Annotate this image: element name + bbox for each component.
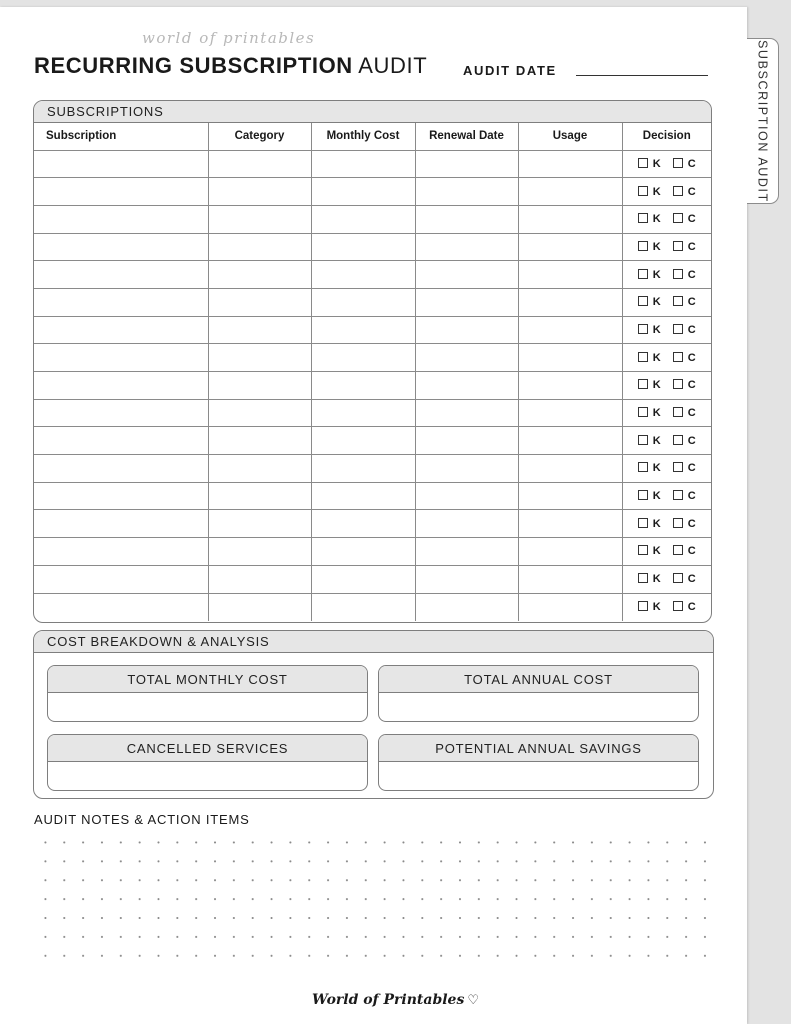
table-cell[interactable] <box>311 150 415 178</box>
decision-cell <box>622 316 711 344</box>
keep-option[interactable] <box>638 407 661 419</box>
column-header-monthly-cost: Monthly Cost <box>311 123 415 150</box>
table-row <box>34 178 711 206</box>
keep-label: K <box>652 490 661 503</box>
keep-label: K <box>652 157 661 170</box>
cost-breakdown-panel <box>33 630 714 799</box>
keep-checkbox[interactable] <box>638 462 648 472</box>
table-cell[interactable] <box>311 372 415 400</box>
keep-label: K <box>652 351 661 364</box>
decision-cell <box>622 372 711 400</box>
total-annual-cost-box[interactable] <box>378 665 699 722</box>
table-cell[interactable] <box>311 593 415 621</box>
table-cell[interactable] <box>208 205 311 233</box>
keep-checkbox[interactable] <box>638 269 648 279</box>
keep-option[interactable] <box>638 435 661 447</box>
keep-label: K <box>652 434 661 447</box>
subscriptions-heading: SUBSCRIPTIONS <box>34 101 711 123</box>
table-row <box>34 344 711 372</box>
table-cell[interactable] <box>34 482 208 510</box>
table-cell[interactable] <box>518 538 622 566</box>
keep-label: K <box>652 517 661 530</box>
cancel-option[interactable] <box>673 324 696 336</box>
table-cell[interactable] <box>415 316 518 344</box>
keep-label: K <box>652 185 661 198</box>
side-tab[interactable] <box>747 38 779 204</box>
cancel-checkbox[interactable] <box>673 379 683 389</box>
footer-brand-logo <box>312 992 479 1008</box>
table-row <box>34 372 711 400</box>
cancel-label: C <box>687 351 696 364</box>
table-cell[interactable] <box>518 565 622 593</box>
table-cell[interactable] <box>518 455 622 483</box>
subscriptions-panel <box>33 100 712 623</box>
table-cell[interactable] <box>415 482 518 510</box>
audit-date-field[interactable] <box>576 75 708 76</box>
keep-option[interactable] <box>638 490 661 502</box>
keep-label: K <box>652 240 661 253</box>
table-cell[interactable] <box>208 233 311 261</box>
cancel-option[interactable] <box>673 186 696 198</box>
table-cell[interactable] <box>208 150 311 178</box>
column-header-renewal-date: Renewal Date <box>415 123 518 150</box>
table-cell[interactable] <box>518 399 622 427</box>
keep-checkbox[interactable] <box>638 324 648 334</box>
decision-cell <box>622 565 711 593</box>
keep-checkbox[interactable] <box>638 213 648 223</box>
cancel-option[interactable] <box>673 573 696 585</box>
keep-option[interactable] <box>638 296 661 308</box>
keep-label: K <box>652 213 661 226</box>
table-cell[interactable] <box>34 344 208 372</box>
table-cell[interactable] <box>311 399 415 427</box>
cancel-checkbox[interactable] <box>673 601 683 611</box>
cancel-label: C <box>687 157 696 170</box>
cancel-checkbox[interactable] <box>673 573 683 583</box>
cancel-label: C <box>687 240 696 253</box>
table-cell[interactable] <box>34 205 208 233</box>
total-monthly-cost-label: TOTAL MONTHLY COST <box>48 666 367 693</box>
keep-option[interactable] <box>638 213 661 225</box>
table-row <box>34 482 711 510</box>
keep-option[interactable] <box>638 352 661 364</box>
cancel-option[interactable] <box>673 490 696 502</box>
table-cell[interactable] <box>34 178 208 206</box>
cancel-option[interactable] <box>673 601 696 613</box>
table-cell[interactable] <box>311 482 415 510</box>
decision-cell <box>622 205 711 233</box>
keep-label: K <box>652 545 661 558</box>
keep-checkbox[interactable] <box>638 490 648 500</box>
cancel-option[interactable] <box>673 296 696 308</box>
table-cell[interactable] <box>34 455 208 483</box>
keep-label: K <box>652 379 661 392</box>
keep-checkbox[interactable] <box>638 241 648 251</box>
table-row <box>34 288 711 316</box>
cancel-label: C <box>687 379 696 392</box>
table-cell[interactable] <box>518 316 622 344</box>
potential-annual-savings-label: POTENTIAL ANNUAL SAVINGS <box>379 735 698 762</box>
subscriptions-table <box>34 123 711 621</box>
cancel-checkbox[interactable] <box>673 186 683 196</box>
keep-checkbox[interactable] <box>638 407 648 417</box>
keep-checkbox[interactable] <box>638 518 648 528</box>
table-cell[interactable] <box>415 288 518 316</box>
table-cell[interactable] <box>415 233 518 261</box>
cancel-label: C <box>687 462 696 475</box>
table-cell[interactable] <box>415 399 518 427</box>
keep-checkbox[interactable] <box>638 601 648 611</box>
cancel-checkbox[interactable] <box>673 545 683 555</box>
cancel-option[interactable] <box>673 241 696 253</box>
heart-icon: ♡ <box>467 993 480 1008</box>
table-row <box>34 233 711 261</box>
cancel-label: C <box>687 517 696 530</box>
decision-cell <box>622 427 711 455</box>
table-cell[interactable] <box>208 178 311 206</box>
table-cell[interactable] <box>208 427 311 455</box>
subscriptions-header-row <box>34 123 711 150</box>
table-cell[interactable] <box>34 288 208 316</box>
cancel-checkbox[interactable] <box>673 435 683 445</box>
notes-dot-grid[interactable] <box>36 833 716 973</box>
keep-checkbox[interactable] <box>638 158 648 168</box>
table-cell[interactable] <box>34 372 208 400</box>
table-cell[interactable] <box>311 288 415 316</box>
table-cell[interactable] <box>518 233 622 261</box>
decision-cell <box>622 261 711 289</box>
cancel-checkbox[interactable] <box>673 158 683 168</box>
table-cell[interactable] <box>208 565 311 593</box>
decision-cell <box>622 593 711 621</box>
table-cell[interactable] <box>208 399 311 427</box>
table-cell[interactable] <box>415 261 518 289</box>
cancel-option[interactable] <box>673 407 696 419</box>
table-cell[interactable] <box>415 593 518 621</box>
table-cell[interactable] <box>311 233 415 261</box>
decision-cell <box>622 455 711 483</box>
keep-checkbox[interactable] <box>638 296 648 306</box>
table-cell[interactable] <box>208 288 311 316</box>
keep-option[interactable] <box>638 379 661 391</box>
table-row <box>34 455 711 483</box>
keep-label: K <box>652 601 661 614</box>
page-title-bold: RECURRING SUBSCRIPTION <box>34 53 353 78</box>
keep-option[interactable] <box>638 269 661 281</box>
cancel-label: C <box>687 490 696 503</box>
cancel-checkbox[interactable] <box>673 296 683 306</box>
keep-label: K <box>652 323 661 336</box>
table-cell[interactable] <box>415 205 518 233</box>
table-cell[interactable] <box>311 178 415 206</box>
cancel-checkbox[interactable] <box>673 518 683 528</box>
column-header-decision: Decision <box>622 123 711 150</box>
cancel-checkbox[interactable] <box>673 490 683 500</box>
keep-label: K <box>652 573 661 586</box>
table-cell[interactable] <box>415 372 518 400</box>
table-cell[interactable] <box>208 344 311 372</box>
table-cell[interactable] <box>34 399 208 427</box>
keep-option[interactable] <box>638 186 661 198</box>
decision-cell <box>622 538 711 566</box>
table-row <box>34 593 711 621</box>
keep-label: K <box>652 407 661 420</box>
cancel-label: C <box>687 407 696 420</box>
table-cell[interactable] <box>415 510 518 538</box>
table-cell[interactable] <box>34 316 208 344</box>
column-header-subscription: Subscription <box>34 123 208 150</box>
cancel-label: C <box>687 323 696 336</box>
table-cell[interactable] <box>415 538 518 566</box>
table-cell[interactable] <box>208 372 311 400</box>
decision-cell <box>622 150 711 178</box>
cancel-option[interactable] <box>673 352 696 364</box>
subscriptions-body <box>34 150 711 621</box>
keep-checkbox[interactable] <box>638 186 648 196</box>
table-cell[interactable] <box>208 593 311 621</box>
keep-label: K <box>652 268 661 281</box>
table-row <box>34 427 711 455</box>
cancel-option[interactable] <box>673 379 696 391</box>
table-cell[interactable] <box>518 288 622 316</box>
table-cell[interactable] <box>208 455 311 483</box>
table-cell[interactable] <box>311 261 415 289</box>
table-cell[interactable] <box>415 150 518 178</box>
table-cell[interactable] <box>518 427 622 455</box>
keep-option[interactable] <box>638 518 661 530</box>
table-row <box>34 565 711 593</box>
cancelled-services-label: CANCELLED SERVICES <box>48 735 367 762</box>
table-row <box>34 399 711 427</box>
table-cell[interactable] <box>311 538 415 566</box>
notes-heading: AUDIT NOTES & ACTION ITEMS <box>34 812 250 827</box>
cancel-option[interactable] <box>673 545 696 557</box>
decision-cell <box>622 510 711 538</box>
decision-cell <box>622 178 711 206</box>
decision-cell <box>622 288 711 316</box>
cancel-option[interactable] <box>673 158 696 170</box>
keep-checkbox[interactable] <box>638 545 648 555</box>
table-cell[interactable] <box>208 316 311 344</box>
keep-checkbox[interactable] <box>638 379 648 389</box>
table-cell[interactable] <box>34 233 208 261</box>
table-row <box>34 538 711 566</box>
table-cell[interactable] <box>415 565 518 593</box>
table-row <box>34 510 711 538</box>
cancel-label: C <box>687 185 696 198</box>
keep-checkbox[interactable] <box>638 435 648 445</box>
table-cell[interactable] <box>311 205 415 233</box>
decision-cell <box>622 344 711 372</box>
table-cell[interactable] <box>208 510 311 538</box>
page-title <box>34 53 427 79</box>
total-monthly-cost-box[interactable] <box>47 665 368 722</box>
column-header-category: Category <box>208 123 311 150</box>
cancel-label: C <box>687 268 696 281</box>
table-cell[interactable] <box>208 261 311 289</box>
table-cell[interactable] <box>518 261 622 289</box>
cancel-checkbox[interactable] <box>673 269 683 279</box>
cost-breakdown-heading: COST BREAKDOWN & ANALYSIS <box>34 631 713 653</box>
cancel-label: C <box>687 545 696 558</box>
table-cell[interactable] <box>518 178 622 206</box>
cancel-label: C <box>687 296 696 309</box>
keep-option[interactable] <box>638 573 661 585</box>
table-cell[interactable] <box>518 344 622 372</box>
table-cell[interactable] <box>415 344 518 372</box>
table-cell[interactable] <box>311 344 415 372</box>
table-row <box>34 261 711 289</box>
worksheet-page <box>0 7 747 1024</box>
brand-script-logo: world of printables <box>142 29 316 47</box>
table-cell[interactable] <box>518 593 622 621</box>
decision-cell <box>622 399 711 427</box>
table-cell[interactable] <box>415 178 518 206</box>
keep-label: K <box>652 462 661 475</box>
cancel-checkbox[interactable] <box>673 462 683 472</box>
cancel-checkbox[interactable] <box>673 352 683 362</box>
side-tab-label: SUBSCRIPTION AUDIT <box>755 39 770 203</box>
audit-date-label: AUDIT DATE <box>463 63 557 78</box>
page-title-light: AUDIT <box>358 53 428 78</box>
table-cell[interactable] <box>34 565 208 593</box>
footer-brand-text: World of Printables <box>312 992 465 1008</box>
table-cell[interactable] <box>518 372 622 400</box>
cancel-checkbox[interactable] <box>673 241 683 251</box>
keep-option[interactable] <box>638 545 661 557</box>
keep-option[interactable] <box>638 241 661 253</box>
table-cell[interactable] <box>518 205 622 233</box>
cancelled-services-box[interactable] <box>47 734 368 791</box>
table-cell[interactable] <box>34 427 208 455</box>
table-cell[interactable] <box>34 261 208 289</box>
keep-checkbox[interactable] <box>638 573 648 583</box>
cancel-checkbox[interactable] <box>673 407 683 417</box>
cancel-option[interactable] <box>673 462 696 474</box>
table-cell[interactable] <box>208 482 311 510</box>
cancel-option[interactable] <box>673 269 696 281</box>
keep-label: K <box>652 296 661 309</box>
table-row <box>34 150 711 178</box>
keep-checkbox[interactable] <box>638 352 648 362</box>
table-cell[interactable] <box>34 510 208 538</box>
cancel-checkbox[interactable] <box>673 324 683 334</box>
table-cell[interactable] <box>34 538 208 566</box>
table-cell[interactable] <box>34 593 208 621</box>
cancel-label: C <box>687 573 696 586</box>
decision-cell <box>622 482 711 510</box>
table-cell[interactable] <box>311 565 415 593</box>
table-cell[interactable] <box>311 427 415 455</box>
table-cell[interactable] <box>311 455 415 483</box>
cancel-option[interactable] <box>673 518 696 530</box>
table-cell[interactable] <box>415 455 518 483</box>
table-cell[interactable] <box>518 510 622 538</box>
table-row <box>34 205 711 233</box>
table-cell[interactable] <box>311 316 415 344</box>
decision-cell <box>622 233 711 261</box>
cancel-option[interactable] <box>673 213 696 225</box>
table-cell[interactable] <box>518 150 622 178</box>
table-cell[interactable] <box>208 538 311 566</box>
keep-option[interactable] <box>638 324 661 336</box>
cancel-label: C <box>687 434 696 447</box>
cancel-option[interactable] <box>673 435 696 447</box>
column-header-usage: Usage <box>518 123 622 150</box>
cancel-checkbox[interactable] <box>673 213 683 223</box>
cancel-label: C <box>687 601 696 614</box>
cancel-label: C <box>687 213 696 226</box>
keep-option[interactable] <box>638 601 661 613</box>
table-row <box>34 316 711 344</box>
potential-annual-savings-box[interactable] <box>378 734 699 791</box>
table-cell[interactable] <box>311 510 415 538</box>
total-annual-cost-label: TOTAL ANNUAL COST <box>379 666 698 693</box>
table-cell[interactable] <box>415 427 518 455</box>
table-cell[interactable] <box>34 150 208 178</box>
keep-option[interactable] <box>638 462 661 474</box>
keep-option[interactable] <box>638 158 661 170</box>
table-cell[interactable] <box>518 482 622 510</box>
